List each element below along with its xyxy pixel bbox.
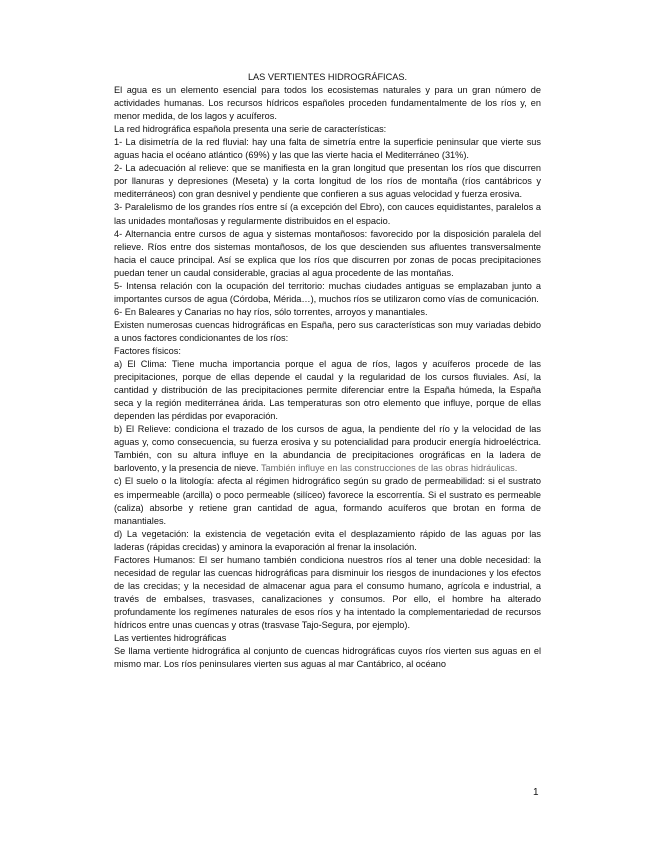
human-factors: Factores Humanos: El ser humano también condiciona nuestros ríos al tener una doble necesidad: la necesidad de regular las cuencas hidrográficas para disminuir los riesgos de inundaciones y los efectos de las crecidas; y la necesidad de almacenar agua para el consumo humano, agrícola e industrial, a través de embalses, trasvases, canalizaciones y consumos. Por ello, el hombre ha alterado profundamente los regímenes naturales de esos ríos y ha intentado la complementariedad de recursos hídricos entre unas cuencas y otras (trasvase Tajo-Segura, por ejemplo). [114, 554, 541, 630]
factor-vegetacion: d) La vegetación: la existencia de vegetación evita el desplazamiento rápido de las aguas por las laderas (rápidas crecidas) y aminora la evaporación al frenar la insolación. [114, 528, 541, 552]
factor-relieve-gray-text: También influye en las construcciones de las obras hidráulicas. [260, 463, 518, 474]
vertientes-heading: Las vertientes hidrográficas [114, 633, 227, 644]
network-intro: La red hidrográfica española presenta una serie de características: [114, 124, 387, 135]
feature-5-ocupacion: 5- Intensa relación con la ocupación del territorio: muchas ciudades antiguas se emplazaban junto a importantes cursos de agua (Córdoba, Mérida…), muchos ríos se utilizaron como vías de comunicación. [114, 280, 541, 304]
factor-suelo: c) El suelo o la litología: afecta al régimen hidrográfico según su grado de permeabilidad: si el sustrato es impermeable (arcilla) o poco permeable (silíceo) favorece la escorrentía. Si el sustrato es permeable (caliza) absorbe y retiene gran cantidad de agua, formando acuíferos que brotan en forma de manantiales. [114, 476, 541, 526]
physical-factors-heading: Factores físicos: [114, 345, 181, 356]
feature-2-relieve: 2- La adecuación al relieve: que se manifiesta en la gran longitud que presentan los ríos que discurren por llanuras y depresiones (Meseta) y la corta longitud de los ríos de montaña (ríos cantábricos y mediterráneos) con gran desnivel y pendiente que confieren a sus aguas velocidad y fuerza erosiva. [114, 163, 541, 200]
document-title: LAS VERTIENTES HIDROGRÁFICAS. [247, 72, 408, 82]
feature-1-disimetria: 1- La disimetría de la red fluvial: hay una falta de simetría entre la superficie peninsular que vierte sus aguas hacia el océano atlántico (69%) y las que las vierte hacia el Mediterráneo (31%). [114, 137, 541, 161]
vertientes-definition: Se llama vertiente hidrográfica al conjunto de cuencas hidrográficas cuyos ríos vierten sus aguas en el mismo mar. Los ríos peninsulares vierten sus aguas al mar Cantábrico, al océano [114, 646, 541, 670]
document-body [114, 71, 541, 671]
basins-intro: Existen numerosas cuencas hidrográficas en España, pero sus características son muy variadas debido a unos factores condicionantes de los ríos: [114, 319, 541, 343]
intro-paragraph: El agua es un elemento esencial para todos los ecosistemas naturales y para un gran número de actividades humanas. Los recursos hídricos españoles proceden fundamentalmente de los ríos y, en menor medida, de los lagos y acuíferos. [114, 85, 541, 122]
factor-relieve-text: b) El Relieve: condiciona el trazado de los cursos de agua, la pendiente del río y la velocidad de las aguas y, como consecuencia, su fuerza erosiva y su potencialidad para producir energía hidroeléctrica. También, con su altura influye en la abundancia de precipitaciones orográficas en la ladera de barlovento, y la presencia de nieve. [114, 424, 541, 474]
feature-6-baleares-canarias: 6- En Baleares y Canarias no hay ríos, sólo torrentes, arroyos y manantiales. [114, 306, 428, 317]
feature-4-alternancia: 4- Alternancia entre cursos de agua y sistemas montañosos: favorecido por la disposición paralela del relieve. Ríos entre dos sistemas montañosos, de los que descienden sus afluentes transversalmente hacia el cauce principal. Así se explica que los ríos que discurren por zonas de pocas precipitaciones puedan tener un caudal considerable, gracias al agua procedente de las montañas. [114, 228, 541, 278]
factor-relieve [114, 423, 541, 475]
page-number: 1 [533, 787, 539, 798]
feature-3-paralelismo: 3- Paralelismo de los grandes ríos entre sí (a excepción del Ebro), con cauces equidistantes, paralelos a las unidades montañosas y regularmente distribuidos en el espacio. [114, 202, 541, 226]
factor-clima: a) El Clima: Tiene mucha importancia porque el agua de ríos, lagos y acuíferos procede de las precipitaciones, porque de ellas depende el caudal y la regularidad de los cursos fluviales. Así, la cantidad y distribución de las precipitaciones permite diferenciar entre la España húmeda, la España seca y la región mediterránea árida. Las temperaturas son otro elemento que influye, porque de ellas dependen las pérdidas por evaporación. [114, 359, 541, 422]
